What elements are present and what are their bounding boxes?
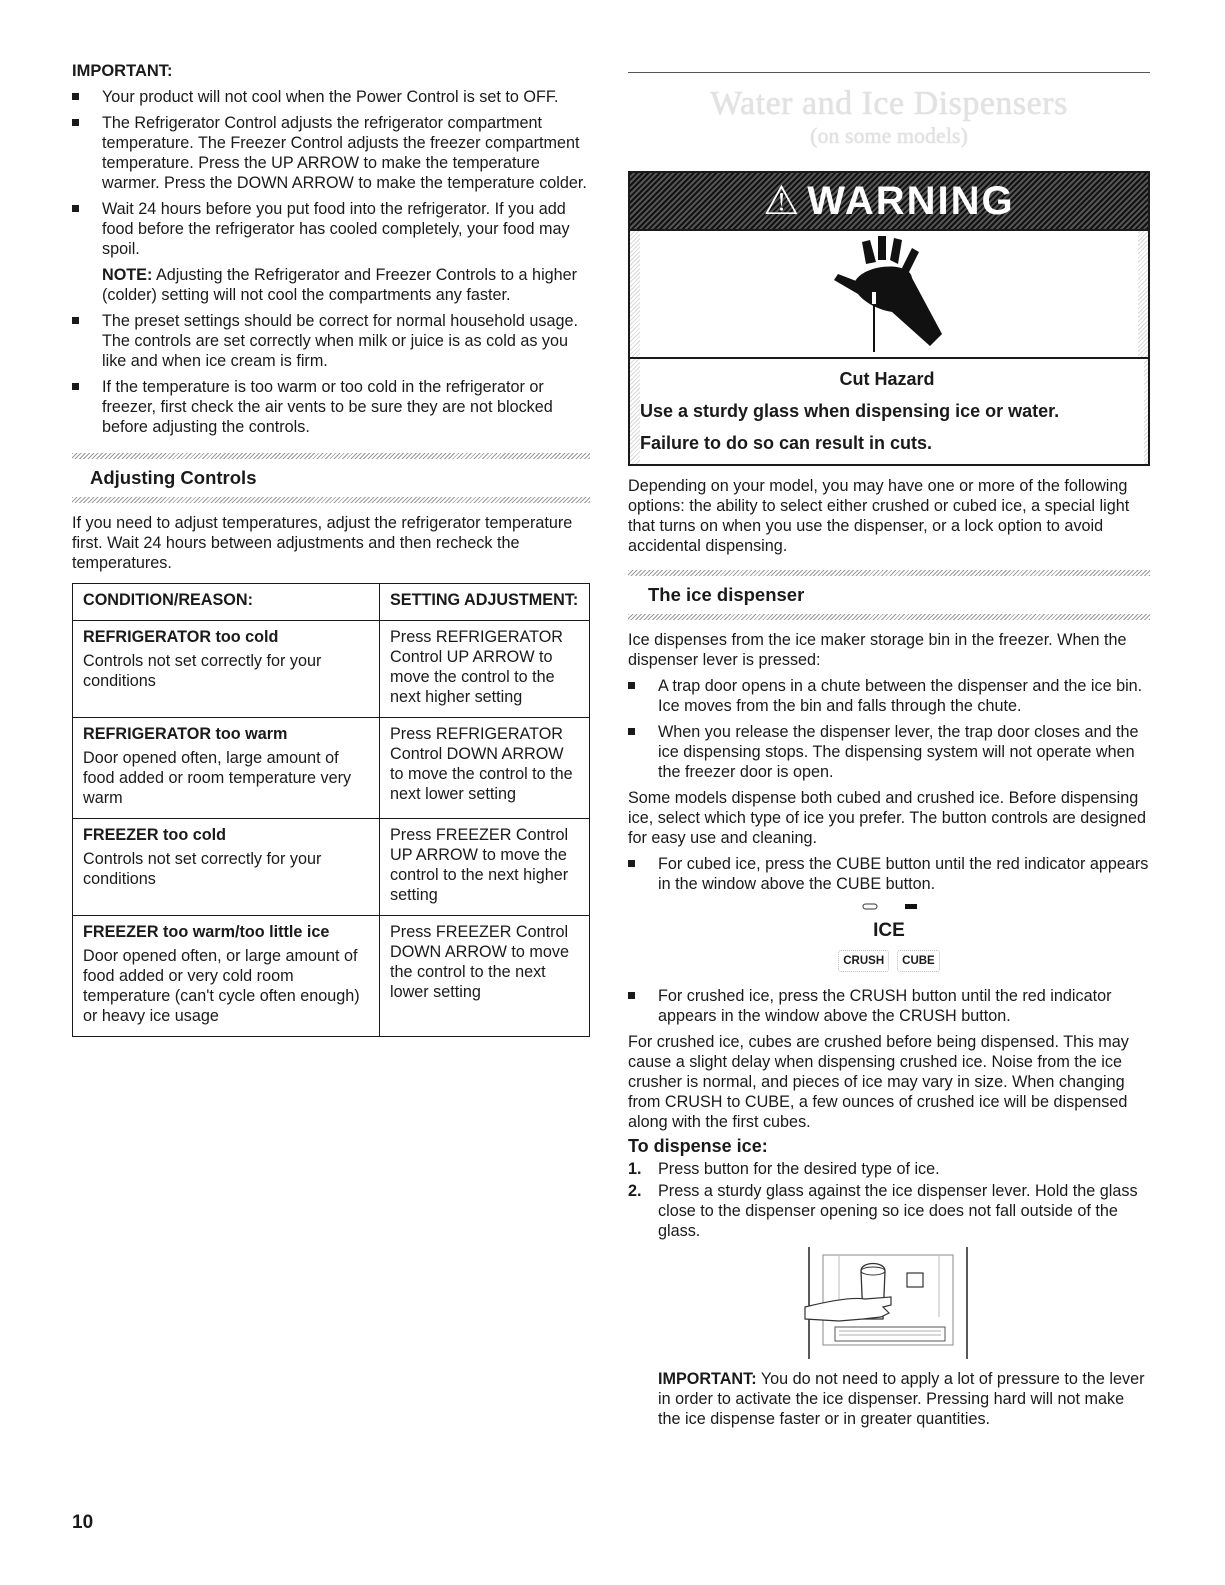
list-item: The preset settings should be correct for normal household usage. The controls are set correctly when milk or juice is as cold as you like and when ice cream is firm. bbox=[72, 311, 590, 371]
dispense-heading: To dispense ice: bbox=[628, 1136, 768, 1156]
important-list bbox=[72, 87, 590, 259]
ice-buttons bbox=[628, 950, 1150, 972]
ice-label: ICE bbox=[873, 920, 905, 941]
list-item: The Refrigerator Control adjusts the refrigerator compartment temperature. The Freezer Control adjusts the freezer compartment temperature. Press the UP ARROW to make the temperature warmer. Press the DOWN ARROW to make the temperature colder. bbox=[72, 113, 590, 193]
warning-line-2: Failure to do so can result in cuts. bbox=[640, 433, 933, 453]
condition-cell: FREEZER too cold Controls not set correctly for your conditions bbox=[73, 819, 380, 916]
condition-cell: REFRIGERATOR too cold Controls not set correctly for your conditions bbox=[73, 621, 380, 718]
section-intro: If you need to adjust temperatures, adjust the refrigerator temperature first. Wait 24 hours between adjustments and then recheck the temperatures. bbox=[72, 514, 573, 572]
right-column bbox=[628, 62, 1150, 1429]
square-bullet-icon bbox=[628, 682, 635, 689]
crush-paragraph: For crushed ice, cubes are crushed before being dispensed. This may cause a slight delay when dispensing crushed ice. Noise from the ice crusher is normal, and pieces of ice may vary in size. When changing from CRUSH to CUBE, a few ounces of crushed ice will be dispensed along with the first cubes. bbox=[628, 1033, 1129, 1131]
square-bullet-icon bbox=[72, 93, 79, 100]
crush-button: CRUSH bbox=[838, 950, 889, 972]
section-band-bottom bbox=[628, 614, 1150, 620]
note-paragraph: NOTE: Adjusting the Refrigerator and Freezer Controls to a higher (colder) setting will not cool the compartments any faster. bbox=[102, 266, 578, 304]
cube-button: CUBE bbox=[897, 950, 940, 972]
left-column bbox=[72, 62, 590, 1037]
condition-cell: FREEZER too warm/too little ice Door opened often, or large amount of food added or very cold room temperature (can't cycle often enough) or heavy ice usage bbox=[73, 916, 380, 1037]
square-bullet-icon bbox=[628, 860, 635, 867]
list-item: A trap door opens in a chute between the dispenser and the ice bin. Ice moves from the bin and falls through the chute. bbox=[628, 676, 1150, 716]
warning-label: WARNING bbox=[807, 178, 1015, 223]
list-item: If the temperature is too warm or too cold in the refrigerator or freezer, first check the air vents to be sure they are not blocked before adjusting the controls. bbox=[72, 377, 590, 437]
section-intro: Ice dispenses from the ice maker storage bin in the freezer. When the dispenser lever is pressed: bbox=[628, 631, 1127, 669]
page-title: Water and Ice Dispensers bbox=[710, 85, 1068, 122]
crush-list bbox=[628, 986, 1150, 1026]
list-item: For crushed ice, press the CRUSH button until the red indicator appears in the window above the CRUSH button. bbox=[628, 986, 1150, 1026]
settings-list bbox=[72, 311, 590, 437]
ice-button-panel bbox=[628, 900, 1150, 972]
section-band-bottom bbox=[72, 497, 590, 503]
list-item: Your product will not cool when the Power Control is set to OFF. bbox=[72, 87, 590, 107]
list-item: For cubed ice, press the CUBE button until the red indicator appears in the window above the CUBE button. bbox=[628, 854, 1150, 894]
table-row bbox=[73, 621, 590, 718]
table-row bbox=[73, 718, 590, 819]
ice-dispenser-section bbox=[628, 570, 1150, 620]
square-bullet-icon bbox=[628, 992, 635, 999]
list-item: When you release the dispenser lever, the trap door closes and the ice dispensing stops. The dispensing system will not operate when the freezer door is open. bbox=[628, 722, 1150, 782]
cut-hazard-hand-icon bbox=[640, 231, 1138, 357]
section-title: Adjusting Controls bbox=[90, 467, 257, 488]
setting-cell: Press REFRIGERATOR Control UP ARROW to move the control to the next higher setting bbox=[380, 621, 590, 718]
hazard-title: Cut Hazard bbox=[839, 369, 935, 389]
adjusting-controls-section bbox=[72, 453, 590, 503]
lever-list bbox=[628, 676, 1150, 782]
header-condition: CONDITION/REASON: bbox=[73, 584, 380, 621]
setting-cell: Press FREEZER Control DOWN ARROW to move the control to the next lower setting bbox=[380, 916, 590, 1037]
models-paragraph: Some models dispense both cubed and crushed ice. Before dispensing ice, select which type of ice you prefer. The button controls are designed for easy use and cleaning. bbox=[628, 789, 1146, 847]
cube-list bbox=[628, 854, 1150, 894]
list-item: Wait 24 hours before you put food into the refrigerator. If you add food before the refrigerator has cooled completely, your food may spoil. bbox=[72, 199, 590, 259]
header-setting: SETTING ADJUSTMENT: bbox=[380, 584, 590, 621]
warning-picture-band bbox=[630, 231, 1148, 359]
warning-text-band bbox=[630, 359, 1148, 464]
section-title: The ice dispenser bbox=[648, 584, 805, 605]
top-rule bbox=[628, 72, 1150, 73]
setting-cell: Press REFRIGERATOR Control DOWN ARROW to move the control to the next lower setting bbox=[380, 718, 590, 819]
warning-text bbox=[640, 359, 1144, 464]
glass-dispenser-icon bbox=[799, 1247, 979, 1359]
table-row bbox=[73, 819, 590, 916]
important-heading: IMPORTANT: bbox=[72, 62, 173, 80]
square-bullet-icon bbox=[72, 317, 79, 324]
table-row bbox=[73, 916, 590, 1037]
list-item: 2. Press a sturdy glass against the ice dispenser lever. Hold the glass close to the dispenser opening so ice does not fall outside of the glass. bbox=[628, 1182, 1138, 1240]
list-item: 1. Press button for the desired type of ice. bbox=[628, 1160, 940, 1178]
square-bullet-icon bbox=[628, 728, 635, 735]
warning-header bbox=[630, 173, 1148, 231]
dispense-steps bbox=[628, 1159, 1150, 1241]
warning-line-1: Use a sturdy glass when dispensing ice or water. bbox=[640, 401, 1060, 421]
square-bullet-icon bbox=[72, 383, 79, 390]
indicator-windows-icon bbox=[849, 901, 929, 913]
square-bullet-icon bbox=[72, 119, 79, 126]
square-bullet-icon bbox=[72, 205, 79, 212]
page-number: 10 bbox=[72, 1512, 94, 1533]
hand-cut-graphic bbox=[814, 234, 964, 354]
table-header-row bbox=[73, 584, 590, 621]
warning-triangle-icon: ⚠ bbox=[763, 179, 802, 223]
important-note: IMPORTANT: You do not need to apply a lot of pressure to the lever in order to activate the ice dispenser. Pressing hard will not make the ice dispense faster or in greater quantities. bbox=[658, 1370, 1145, 1428]
condition-cell: REFRIGERATOR too warm Door opened often, large amount of food added or room temperature very warm bbox=[73, 718, 380, 819]
setting-cell: Press FREEZER Control UP ARROW to move the control to the next higher setting bbox=[380, 819, 590, 916]
dispenser-illustration bbox=[628, 1247, 1150, 1359]
dispenser-intro: Depending on your model, you may have one or more of the following options: the ability to select either crushed or cubed ice, a special light that turns on when you use the dispenser, or a lock option to avoid accidental dispensing. bbox=[628, 477, 1130, 555]
warning-box bbox=[628, 171, 1150, 466]
controls-table bbox=[72, 583, 590, 1037]
page-subtitle: (on some models) bbox=[810, 123, 968, 148]
